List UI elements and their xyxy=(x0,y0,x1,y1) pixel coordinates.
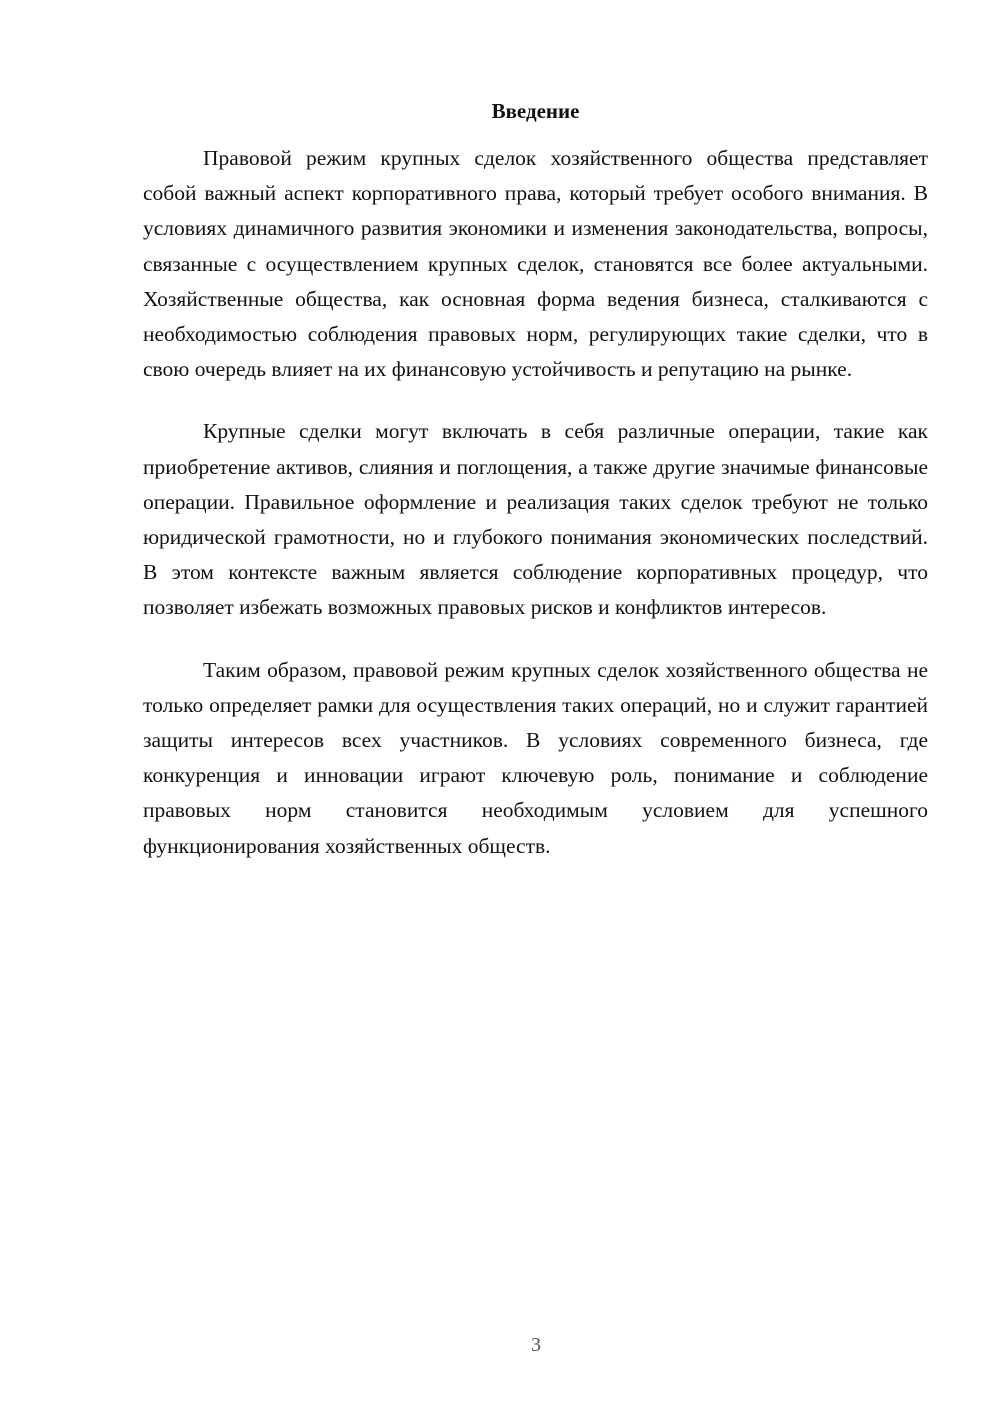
section-heading: Введение xyxy=(491,99,580,123)
paragraph-2: Крупные сделки могут включать в себя различные операции, такие как приобретение активов, слияния и поглощения, а также другие значимые финансовые операции. Правильное оформление и реализация таких сделок требуют не только юридической грамотности, но и глубокого понимания экономических последствий. В этом контексте важным является соблюдение корпоративных процедур, что позволяет избежать возможных правовых рисков и конфликтов интересов. xyxy=(143,419,928,620)
page-number: 3 xyxy=(531,1334,541,1356)
paragraph-3: Таким образом, правовой режим крупных сделок хозяйственного общества не только определяет рамки для осуществления таких операций, но и служит гарантией защиты интересов всех участников. В условиях современного бизнеса, где конкуренция и инновации играют ключевую роль, понимание и соблюдение правовых норм становится необходимым условием для успешного функционирования хозяйственных обществ. xyxy=(143,657,928,858)
body-text xyxy=(143,141,928,891)
paragraph-1: Правовой режим крупных сделок хозяйственного общества представляет собой важный аспект корпоративного права, который требует особого внимания. В условиях динамичного развития экономики и изменения законодательства, вопросы, связанные с осуществлением крупных сделок, становятся все более актуальными. Хозяйственные общества, как основная форма ведения бизнеса, сталкиваются с необходимостью соблюдения правовых норм, регулирующих такие сделки, что в свою очередь влияет на их финансовую устойчивость и репутацию на рынке. xyxy=(143,146,928,382)
